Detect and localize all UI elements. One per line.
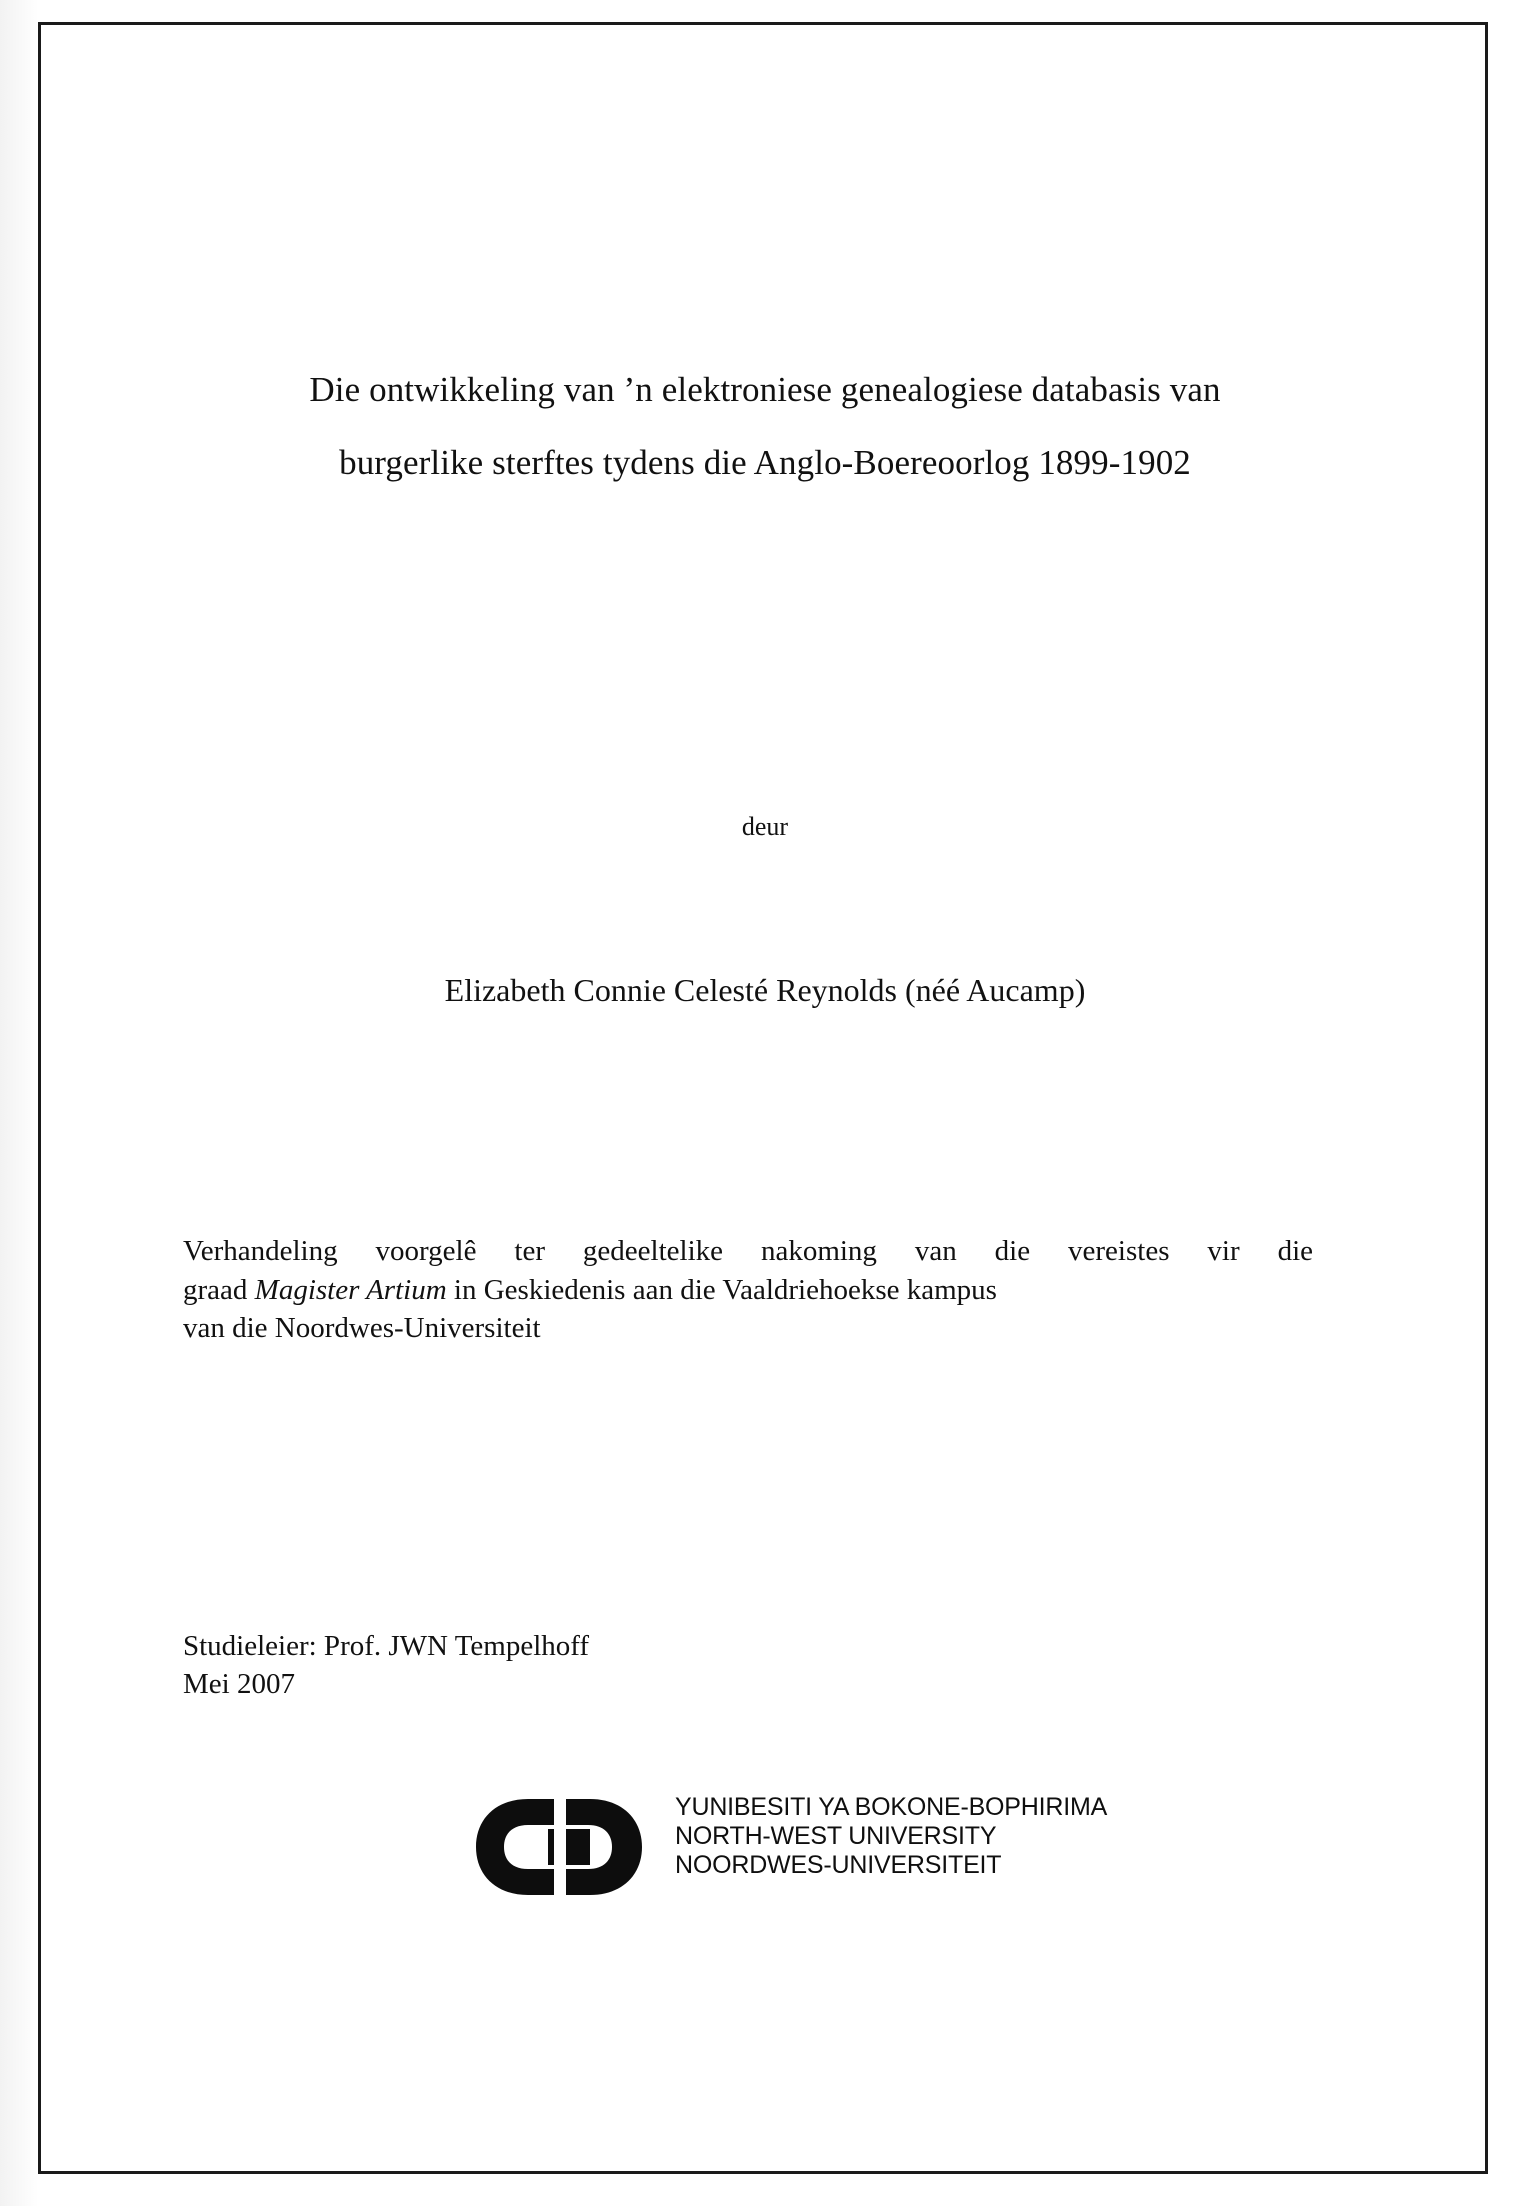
title-line-2: burgerlike sterftes tydens die Anglo-Boereoorlog 1899-1902 <box>339 443 1191 482</box>
supervisor-block <box>183 1627 1083 1704</box>
date-line: Mei 2007 <box>183 1668 295 1701</box>
degree-statement-line-3: van die Noordwes-Universiteit <box>183 1312 541 1345</box>
degree-statement-line-2 <box>183 1271 1313 1310</box>
page-title <box>185 372 1345 480</box>
degree-statement <box>183 1232 1313 1348</box>
supervisor-line: Studieleier: Prof. JWN Tempelhoff <box>183 1630 590 1662</box>
logo-text-line-2: NORTH-WEST UNIVERSITY <box>675 1822 997 1850</box>
logo-text-line-3: NOORDWES-UNIVERSITEIT <box>675 1851 1002 1879</box>
title-line-1: Die ontwikkeling van ’n elektroniese genealogiese databasis van <box>309 370 1221 409</box>
university-logo <box>470 1787 1110 1907</box>
degree-statement-line-1: Verhandeling voorgelê ter gedeeltelike nakoming van die vereistes vir die <box>183 1235 1313 1267</box>
degree-statement-line-2-suffix: in Geskiedenis aan die Vaaldriehoekse kampus <box>446 1273 997 1306</box>
logo-text-line-1: YUNIBESITI YA BOKONE-BOPHIRIMA <box>675 1793 1108 1821</box>
by-label: deur <box>741 812 789 841</box>
author-name: Elizabeth Connie Celesté Reynolds (néé Aucamp) <box>444 972 1086 1008</box>
degree-statement-line-2-prefix: graad <box>183 1273 255 1306</box>
degree-name-italic: Magister Artium <box>254 1273 447 1306</box>
logo-text-block <box>675 1793 1107 1880</box>
scan-gutter <box>0 0 38 2206</box>
title-page-content <box>175 22 1355 2174</box>
nwu-logo-icon <box>470 1795 670 1899</box>
